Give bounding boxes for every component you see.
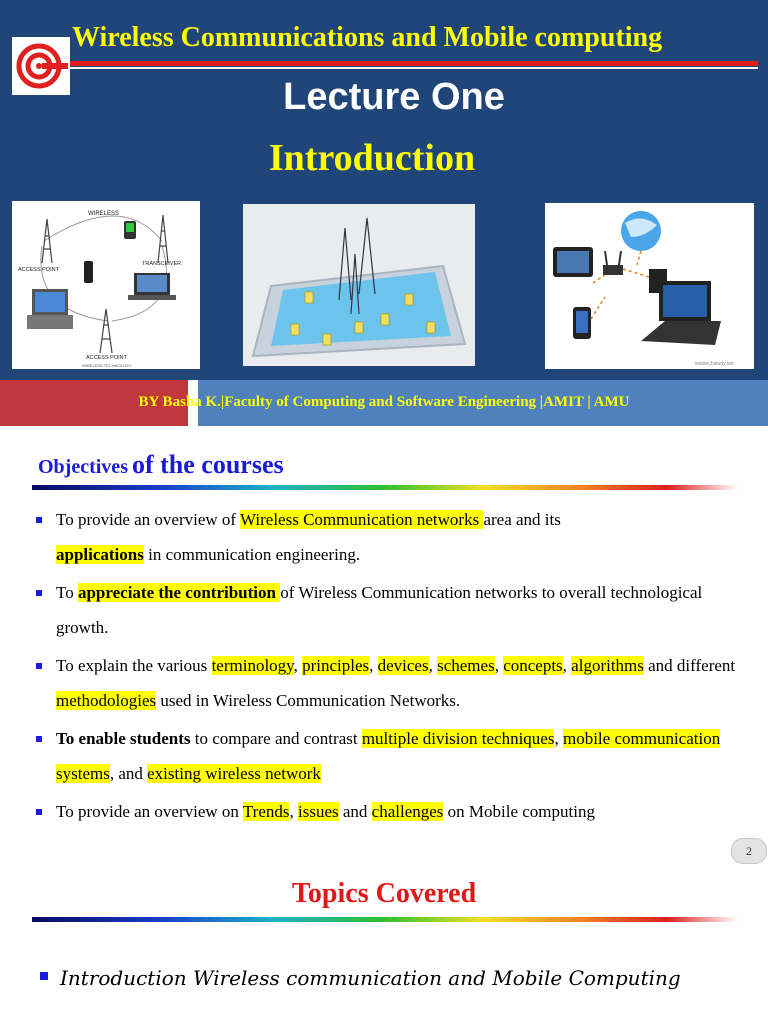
objective-item: To provide an overview of Wireless Communication networks area and its applications in communication engineering. <box>36 503 736 572</box>
objectives-heading-big: of the courses <box>131 450 284 479</box>
highlight: appreciate the contribution <box>77 583 281 602</box>
connected-devices-illustration <box>545 203 754 369</box>
label-footer: WIRELESS TECHNOLOGY <box>82 363 132 368</box>
highlight: schemes <box>437 656 495 675</box>
highlight: devices <box>377 656 429 675</box>
label-access-point-bottom: ACCESS POINT <box>86 355 127 361</box>
objectives-heading-small: Objectives <box>38 456 128 478</box>
objective-item: To explain the various terminology, principles, devices, schemes, concepts, algorithms and different methodologies used in Wireless Communication Networks. <box>36 649 736 718</box>
author-bar <box>0 380 768 428</box>
page-number-badge: 2 <box>731 838 767 864</box>
highlight: algorithms <box>571 656 644 675</box>
smartphone-towers-illustration <box>243 204 475 366</box>
title-underline <box>70 61 758 66</box>
topics-heading: Topics Covered <box>291 878 477 909</box>
bullet-square-icon <box>40 972 48 980</box>
highlight: applications <box>56 544 144 564</box>
highlight: principles <box>302 656 370 675</box>
objectives-heading <box>38 450 284 480</box>
lecture-subtitle: Introduction <box>268 137 476 179</box>
highlight: mobile communication systems <box>56 729 721 783</box>
title-slide <box>0 0 768 380</box>
label-access-point-left: ACCESS POINT <box>18 267 59 273</box>
objective-item: To appreciate the contribution of Wireless Communication networks to overall technological growth. <box>36 576 736 645</box>
highlight: concepts <box>503 656 563 675</box>
author-line: BY Basha K.|Faculty of Computing and Software Engineering |AMIT | AMU <box>138 394 630 410</box>
highlight: issues <box>297 802 339 821</box>
rainbow-divider <box>32 485 738 490</box>
highlight: existing wireless network <box>147 763 321 783</box>
lecture-title: Lecture One <box>283 76 505 118</box>
highlight: Trends <box>242 802 290 821</box>
highlight: challenges <box>371 802 444 821</box>
topic-item: Introduction Wireless communication and Mobile Computing <box>40 966 760 990</box>
objective-item: To enable students to compare and contrast multiple division techniques, mobile communication systems, and existing wireless network <box>36 722 736 791</box>
wireless-network-diagram <box>12 201 200 369</box>
course-title: Wireless Communications and Mobile computing <box>72 22 663 53</box>
highlight: multiple division techniques <box>361 729 555 748</box>
label-transceiver: TRANSCEIVER <box>142 261 182 267</box>
watermark-text: webtechstudy.net <box>695 361 734 367</box>
title-underline-thin <box>70 67 758 69</box>
objectives-list <box>36 503 736 834</box>
highlight: methodologies <box>56 690 157 710</box>
label-wireless: WIRELESS <box>88 211 120 217</box>
rainbow-divider <box>32 917 738 922</box>
highlight: Wireless Communication networks <box>240 510 484 529</box>
highlight: terminology <box>211 656 294 675</box>
objective-item: To provide an overview on Trends, issues and challenges on Mobile computing <box>36 795 736 830</box>
